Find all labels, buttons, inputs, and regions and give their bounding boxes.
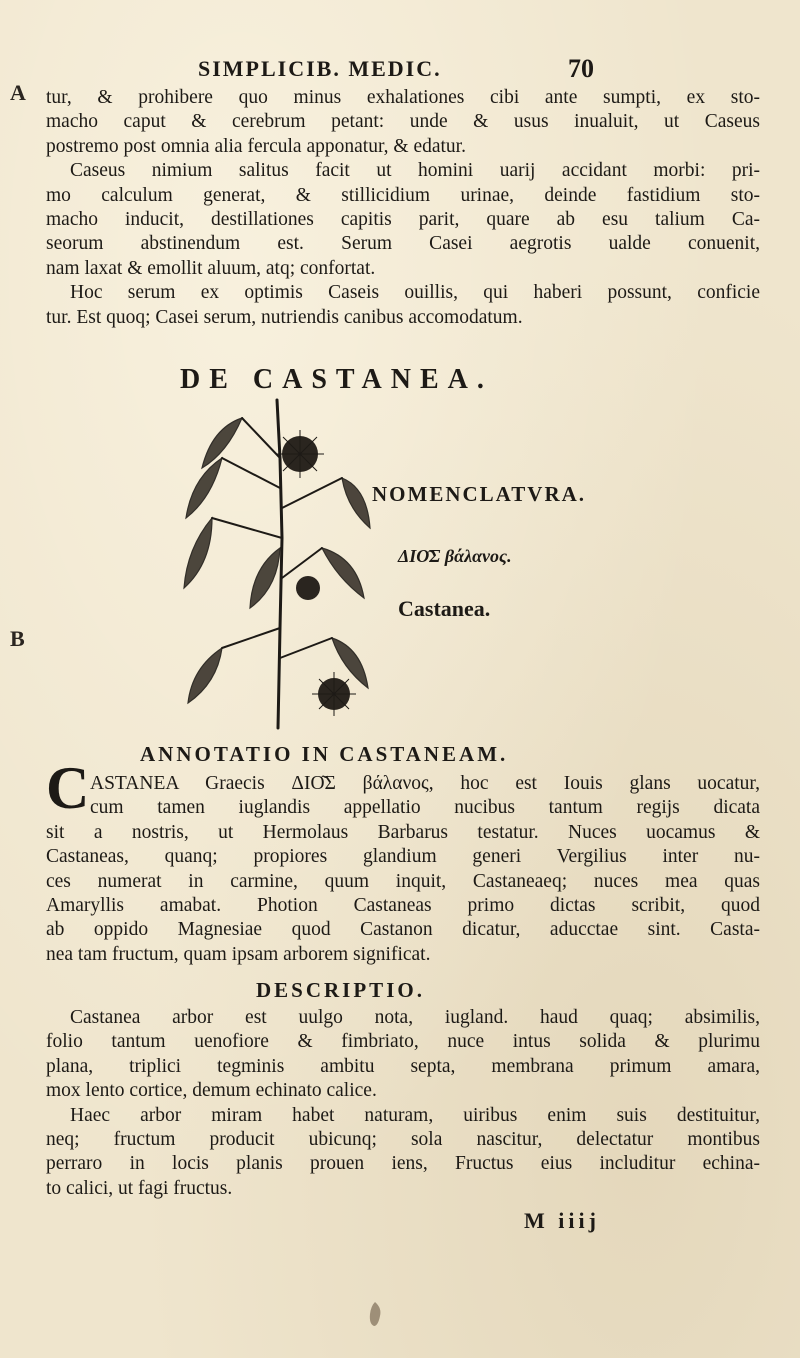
margin-letter-b: B <box>10 626 25 651</box>
text-line: ab oppido Magnesiae quod Castanon dicatur, aducctae sint. Casta- <box>46 919 760 941</box>
ink-blot-icon <box>366 1300 384 1328</box>
text-line: ces numerat in carmine, quum inquit, Castaneaeq; nuces mea quas <box>46 870 760 892</box>
text-line: perraro in locis planis prouen iens, Fructus eius includitur echina- <box>46 1153 760 1175</box>
text-line: nea tam fructum, quam ipsam arborem significat. <box>46 943 431 965</box>
descriptio-text <box>46 1006 760 1201</box>
margin-letter-a: A <box>10 80 26 105</box>
chestnut-branch-illustration <box>182 398 372 730</box>
text-line: mox lento cortice, demum echinato calice. <box>46 1080 377 1102</box>
annotatio-title: ANNOTATIO IN CASTANEAM. <box>140 742 509 766</box>
text-line: mo calculum generat, & stillicidium urinae, deinde fastidium sto- <box>46 184 760 206</box>
text-line: ASTANEA Graecis ΔΙΟ͂Σ βάλανος, hoc est Iouis glans uocatur, <box>90 773 760 794</box>
text-line: to calici, ut fagi fructus. <box>46 1177 233 1199</box>
text-line: macho caput & cerebrum petant: unde & usus inualuit, ut Caseus <box>46 111 760 133</box>
section-title: DE CASTANEA. <box>180 364 493 395</box>
text-line: sit a nostris, ut Hermolaus Barbarus testatur. Nuces uocamus & <box>46 821 760 843</box>
text-line: Castaneas, quanq; propiores glandium generi Vergilius inter nu- <box>46 846 760 868</box>
text-line: seorum abstinendum est. Serum Casei aegrotis ualde conuenit, <box>46 233 760 255</box>
text-line: Amaryllis amabat. Photion Castaneas primo dictas scribit, quod <box>46 895 760 917</box>
text-line: postremo post omnia alia fercula apponatur, & edatur. <box>46 135 466 157</box>
drop-cap: C <box>46 755 90 821</box>
greek-name: ΔΙΟ͂Σ βάλανος. <box>398 546 512 566</box>
text-line: cum tamen iuglandis appellatio nucibus tantum regijs dicata <box>90 797 760 819</box>
folio-number: 70 <box>568 54 594 83</box>
text-line: Hoc serum ex optimis Caseis ouillis, qui haberi possunt, conficie <box>70 282 760 304</box>
text-line: Castanea arbor est uulgo nota, iugland. haud quaq; absimilis, <box>70 1007 760 1028</box>
text-line: neq; fructum producit ubicunq; sola nascitur, delectatur montibus <box>46 1129 760 1151</box>
text-line: folio tantum uenofiore & fimbriato, nuce intus solida & plurimu <box>46 1031 760 1053</box>
intro-text <box>46 86 760 330</box>
text-line: tur. Est quoq; Casei serum, nutriendis canibus accomodatum. <box>46 306 523 328</box>
text-line: plana, triplici tegminis ambitu septa, membrana primum amara, <box>46 1055 760 1077</box>
signature-mark: M iiij <box>524 1208 600 1233</box>
descriptio-title: DESCRIPTIO. <box>256 978 425 1002</box>
annotatio-text <box>46 772 760 967</box>
nomenclatura-title: NOMENCLATVRA. <box>372 482 587 506</box>
running-title: SIMPLICIB. MEDIC. <box>198 56 442 81</box>
latin-name: Castanea. <box>398 596 491 621</box>
text-line: Caseus nimium salitus facit ut homini uarij accidant morbi: pri- <box>70 160 760 182</box>
text-line: Haec arbor miram habet naturam, uiribus enim suis destituitur, <box>70 1104 760 1126</box>
text-line: nam laxat & emollit aluum, atq; confortat. <box>46 257 376 279</box>
text-line: macho inducit, destillationes capitis parit, quare ab esu talium Ca- <box>46 209 760 231</box>
text-line: tur, & prohibere quo minus exhalationes cibi ante sumpti, ex sto- <box>46 87 760 108</box>
